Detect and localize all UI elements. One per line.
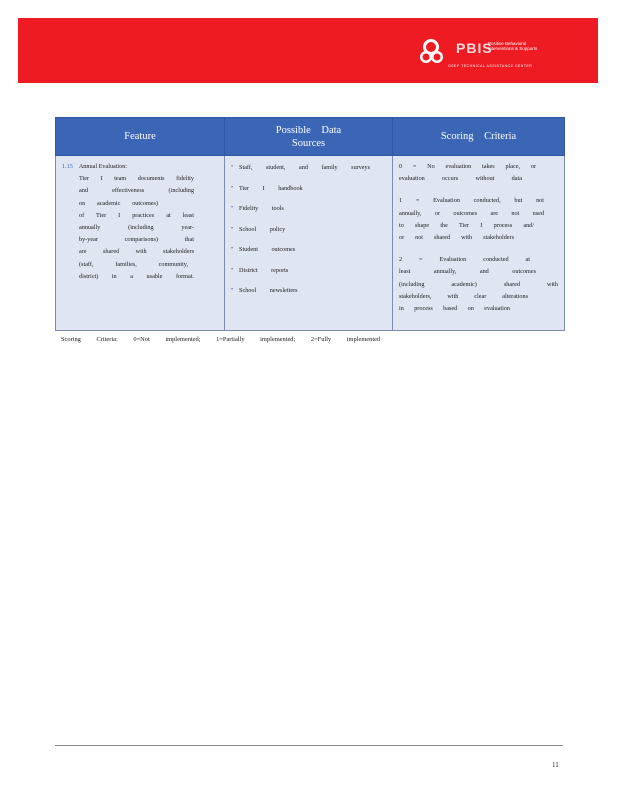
criteria-line: 0 = No evaluation takes place, or bbox=[399, 163, 536, 170]
criteria-level-1 bbox=[399, 195, 558, 244]
feature-line: of Tier I practices at least bbox=[79, 211, 194, 219]
feature-title: Annual Evaluation: bbox=[78, 163, 128, 170]
table-header-row bbox=[56, 118, 565, 156]
feature-line: annually (including year- bbox=[79, 224, 194, 232]
feature-line: on academic outcomes) bbox=[79, 199, 158, 207]
footer-rule bbox=[55, 745, 563, 746]
scoring-criteria-cell bbox=[393, 156, 565, 331]
criteria-line: annually, or outcomes are not used bbox=[399, 209, 544, 217]
feature-line: (staff, families, community, bbox=[79, 260, 188, 268]
feature-line bbox=[62, 161, 194, 173]
criteria-line: stakeholders, with clear alterations bbox=[399, 292, 528, 300]
list-item: • Student outcomes bbox=[231, 243, 386, 264]
table-row bbox=[56, 156, 565, 331]
criteria-level-0 bbox=[399, 161, 558, 185]
page-number: 11 bbox=[552, 761, 559, 769]
criteria-line: (including academic) shared with bbox=[399, 280, 558, 288]
criteria-line: to shape the Tier I process and/ bbox=[399, 221, 534, 229]
criteria-line: evaluation occurs without data bbox=[399, 175, 522, 183]
list-item: • School newsletters bbox=[231, 284, 386, 305]
list-item: • District reports bbox=[231, 264, 386, 285]
feature-line: Tier I team documents fidelity bbox=[79, 175, 194, 183]
criteria-line: 1 = Evaluation conducted, but not bbox=[399, 197, 544, 205]
pbis-logo bbox=[418, 37, 568, 69]
feature-line: district) in a usable format. bbox=[79, 272, 194, 280]
feature-line: and effectiveness (including bbox=[79, 187, 194, 195]
logo-subtitle: Positive Behavioral Interventions & Supports bbox=[488, 41, 538, 51]
criteria-line: 2 = Evaluation conducted at bbox=[399, 256, 530, 264]
logo-tagline: OSEP TECHNICAL ASSISTANCE CENTER bbox=[448, 64, 533, 68]
scoring-caption: Scoring Criteria: 0=Not implemented; 1=Partially implemented; 2=Fully implemented bbox=[61, 336, 381, 343]
list-item: • Staff, student, and family surveys bbox=[231, 161, 386, 182]
header-scoring-criteria: Scoring Criteria bbox=[393, 118, 565, 156]
feature-cell bbox=[56, 156, 225, 331]
data-sources-list bbox=[231, 161, 386, 305]
list-item: • School policy bbox=[231, 223, 386, 244]
feature-table bbox=[55, 117, 565, 331]
feature-number: 1.15 bbox=[62, 163, 73, 170]
criteria-line: or not shared with stakeholders bbox=[399, 234, 514, 242]
feature-line: are shared with stakeholders bbox=[79, 248, 194, 256]
criteria-line: least annually, and outcomes bbox=[399, 268, 536, 276]
feature-line: by-year comparisons) that bbox=[79, 236, 194, 244]
criteria-line: in process based on evaluation bbox=[399, 305, 510, 313]
criteria-level-2 bbox=[399, 254, 558, 315]
logo-wordmark: PBIS bbox=[456, 40, 493, 56]
header-data-sources: Possible Data Sources bbox=[225, 118, 393, 156]
list-item: • Tier I handbook bbox=[231, 182, 386, 203]
list-item: • Fidelity tools bbox=[231, 202, 386, 223]
header-feature: Feature bbox=[56, 118, 225, 156]
data-sources-cell bbox=[225, 156, 393, 331]
